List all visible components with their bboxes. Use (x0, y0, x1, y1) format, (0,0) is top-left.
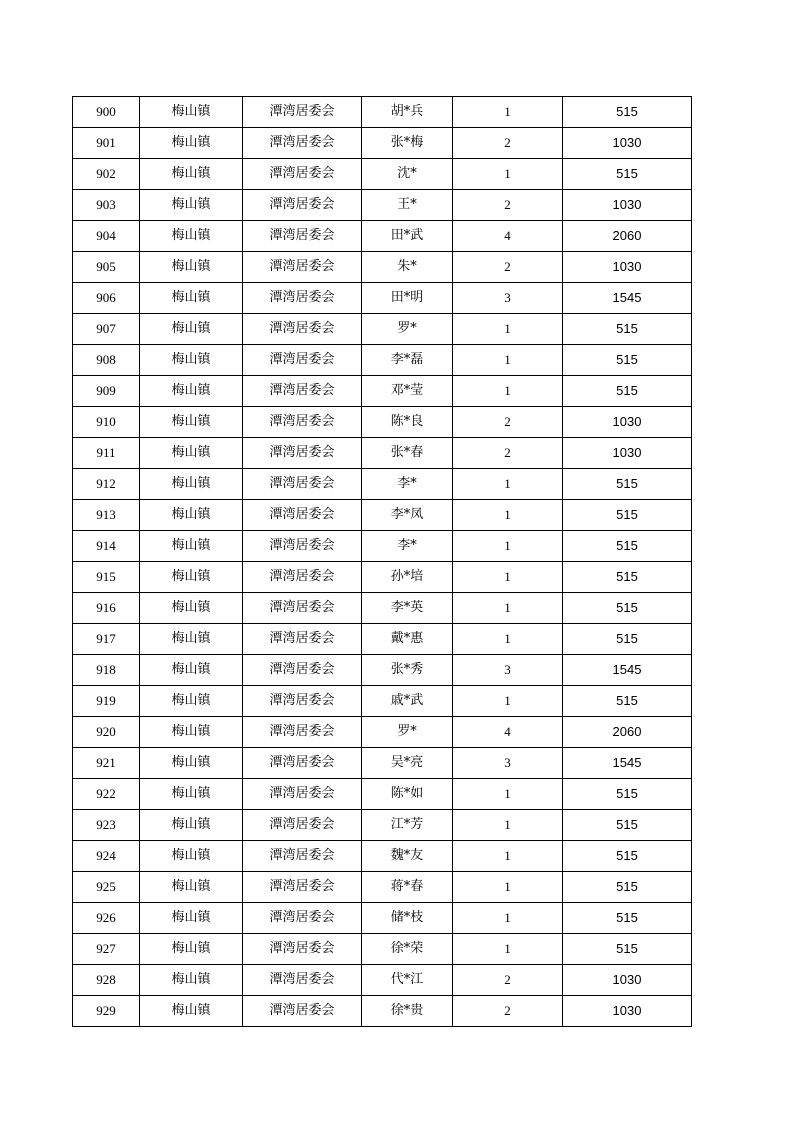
serial-number-cell: 917 (73, 624, 140, 655)
town-cell: 梅山镇 (140, 252, 243, 283)
town-cell: 梅山镇 (140, 500, 243, 531)
committee-cell: 潭湾居委会 (243, 438, 362, 469)
household-count-cell: 2 (453, 252, 563, 283)
town-cell: 梅山镇 (140, 531, 243, 562)
amount-cell: 1545 (563, 748, 692, 779)
town-cell: 梅山镇 (140, 686, 243, 717)
serial-number-cell: 916 (73, 593, 140, 624)
person-name-cell: 陈*如 (362, 779, 453, 810)
serial-number-cell: 925 (73, 872, 140, 903)
person-name-cell: 李* (362, 531, 453, 562)
serial-number-cell: 926 (73, 903, 140, 934)
town-cell: 梅山镇 (140, 903, 243, 934)
table-row (73, 593, 692, 624)
serial-number-cell: 907 (73, 314, 140, 345)
table-row (73, 686, 692, 717)
table-row (73, 500, 692, 531)
person-name-cell: 罗* (362, 717, 453, 748)
amount-cell: 515 (563, 624, 692, 655)
serial-number-cell: 904 (73, 221, 140, 252)
household-count-cell: 1 (453, 159, 563, 190)
committee-cell: 潭湾居委会 (243, 221, 362, 252)
committee-cell: 潭湾居委会 (243, 593, 362, 624)
committee-cell: 潭湾居委会 (243, 841, 362, 872)
committee-cell: 潭湾居委会 (243, 407, 362, 438)
household-count-cell: 1 (453, 314, 563, 345)
amount-cell: 515 (563, 531, 692, 562)
committee-cell: 潭湾居委会 (243, 872, 362, 903)
amount-cell: 1545 (563, 655, 692, 686)
person-name-cell: 孙*培 (362, 562, 453, 593)
committee-cell: 潭湾居委会 (243, 624, 362, 655)
household-count-cell: 2 (453, 438, 563, 469)
town-cell: 梅山镇 (140, 779, 243, 810)
table-row (73, 624, 692, 655)
person-name-cell: 罗* (362, 314, 453, 345)
household-count-cell: 3 (453, 655, 563, 686)
household-count-cell: 3 (453, 748, 563, 779)
table-row (73, 97, 692, 128)
serial-number-cell: 906 (73, 283, 140, 314)
serial-number-cell: 923 (73, 810, 140, 841)
serial-number-cell: 922 (73, 779, 140, 810)
person-name-cell: 吴*亮 (362, 748, 453, 779)
committee-cell: 潭湾居委会 (243, 314, 362, 345)
town-cell: 梅山镇 (140, 469, 243, 500)
household-count-cell: 1 (453, 810, 563, 841)
serial-number-cell: 912 (73, 469, 140, 500)
amount-cell: 515 (563, 686, 692, 717)
serial-number-cell: 920 (73, 717, 140, 748)
serial-number-cell: 914 (73, 531, 140, 562)
amount-cell: 515 (563, 903, 692, 934)
amount-cell: 515 (563, 562, 692, 593)
committee-cell: 潭湾居委会 (243, 748, 362, 779)
household-count-cell: 3 (453, 283, 563, 314)
committee-cell: 潭湾居委会 (243, 779, 362, 810)
person-name-cell: 张*秀 (362, 655, 453, 686)
table-row (73, 128, 692, 159)
amount-cell: 515 (563, 872, 692, 903)
serial-number-cell: 910 (73, 407, 140, 438)
table-row (73, 252, 692, 283)
table-row (73, 903, 692, 934)
amount-cell: 1030 (563, 965, 692, 996)
table-row (73, 159, 692, 190)
table-row (73, 283, 692, 314)
serial-number-cell: 915 (73, 562, 140, 593)
town-cell: 梅山镇 (140, 314, 243, 345)
person-name-cell: 王* (362, 190, 453, 221)
committee-cell: 潭湾居委会 (243, 128, 362, 159)
serial-number-cell: 913 (73, 500, 140, 531)
serial-number-cell: 911 (73, 438, 140, 469)
person-name-cell: 田*明 (362, 283, 453, 314)
committee-cell: 潭湾居委会 (243, 810, 362, 841)
amount-cell: 1030 (563, 438, 692, 469)
table-row (73, 717, 692, 748)
town-cell: 梅山镇 (140, 748, 243, 779)
person-name-cell: 储*枝 (362, 903, 453, 934)
serial-number-cell: 905 (73, 252, 140, 283)
serial-number-cell: 919 (73, 686, 140, 717)
household-count-cell: 1 (453, 593, 563, 624)
town-cell: 梅山镇 (140, 97, 243, 128)
committee-cell: 潭湾居委会 (243, 562, 362, 593)
town-cell: 梅山镇 (140, 376, 243, 407)
town-cell: 梅山镇 (140, 159, 243, 190)
table-row (73, 376, 692, 407)
table-row (73, 438, 692, 469)
committee-cell: 潭湾居委会 (243, 717, 362, 748)
household-count-cell: 2 (453, 965, 563, 996)
table-row (73, 407, 692, 438)
town-cell: 梅山镇 (140, 221, 243, 252)
serial-number-cell: 908 (73, 345, 140, 376)
committee-cell: 潭湾居委会 (243, 996, 362, 1027)
household-count-cell: 1 (453, 531, 563, 562)
table-row (73, 655, 692, 686)
person-name-cell: 李*凤 (362, 500, 453, 531)
amount-cell: 1030 (563, 996, 692, 1027)
person-name-cell: 朱* (362, 252, 453, 283)
amount-cell: 515 (563, 934, 692, 965)
serial-number-cell: 900 (73, 97, 140, 128)
town-cell: 梅山镇 (140, 655, 243, 686)
person-name-cell: 徐*贵 (362, 996, 453, 1027)
committee-cell: 潭湾居委会 (243, 531, 362, 562)
table-row (73, 190, 692, 221)
serial-number-cell: 929 (73, 996, 140, 1027)
town-cell: 梅山镇 (140, 965, 243, 996)
household-count-cell: 1 (453, 469, 563, 500)
household-count-cell: 2 (453, 128, 563, 159)
table-row (73, 531, 692, 562)
person-name-cell: 李* (362, 469, 453, 500)
household-count-cell: 1 (453, 345, 563, 376)
household-count-cell: 2 (453, 407, 563, 438)
person-name-cell: 蒋*春 (362, 872, 453, 903)
town-cell: 梅山镇 (140, 128, 243, 159)
person-name-cell: 邓*莹 (362, 376, 453, 407)
person-name-cell: 胡*兵 (362, 97, 453, 128)
serial-number-cell: 903 (73, 190, 140, 221)
amount-cell: 515 (563, 376, 692, 407)
town-cell: 梅山镇 (140, 717, 243, 748)
household-count-cell: 4 (453, 221, 563, 252)
table-row (73, 562, 692, 593)
table-row (73, 841, 692, 872)
amount-cell: 1030 (563, 190, 692, 221)
committee-cell: 潭湾居委会 (243, 469, 362, 500)
town-cell: 梅山镇 (140, 810, 243, 841)
amount-cell: 515 (563, 779, 692, 810)
serial-number-cell: 902 (73, 159, 140, 190)
town-cell: 梅山镇 (140, 562, 243, 593)
amount-cell: 515 (563, 841, 692, 872)
person-name-cell: 代*江 (362, 965, 453, 996)
household-count-cell: 2 (453, 996, 563, 1027)
serial-number-cell: 924 (73, 841, 140, 872)
household-count-cell: 1 (453, 934, 563, 965)
serial-number-cell: 909 (73, 376, 140, 407)
person-name-cell: 李*英 (362, 593, 453, 624)
table-row (73, 996, 692, 1027)
committee-cell: 潭湾居委会 (243, 500, 362, 531)
person-name-cell: 张*梅 (362, 128, 453, 159)
amount-cell: 515 (563, 97, 692, 128)
household-count-cell: 1 (453, 376, 563, 407)
town-cell: 梅山镇 (140, 624, 243, 655)
person-name-cell: 田*武 (362, 221, 453, 252)
amount-cell: 515 (563, 593, 692, 624)
table-row (73, 934, 692, 965)
person-name-cell: 陈*良 (362, 407, 453, 438)
town-cell: 梅山镇 (140, 841, 243, 872)
person-name-cell: 徐*荣 (362, 934, 453, 965)
amount-cell: 2060 (563, 221, 692, 252)
town-cell: 梅山镇 (140, 593, 243, 624)
committee-cell: 潭湾居委会 (243, 190, 362, 221)
person-name-cell: 张*春 (362, 438, 453, 469)
serial-number-cell: 928 (73, 965, 140, 996)
committee-cell: 潭湾居委会 (243, 97, 362, 128)
committee-cell: 潭湾居委会 (243, 252, 362, 283)
town-cell: 梅山镇 (140, 438, 243, 469)
table-row (73, 345, 692, 376)
amount-cell: 515 (563, 314, 692, 345)
household-count-cell: 1 (453, 97, 563, 128)
town-cell: 梅山镇 (140, 934, 243, 965)
amount-cell: 1030 (563, 407, 692, 438)
serial-number-cell: 921 (73, 748, 140, 779)
table-body (73, 97, 692, 1027)
town-cell: 梅山镇 (140, 872, 243, 903)
amount-cell: 1030 (563, 252, 692, 283)
amount-cell: 515 (563, 159, 692, 190)
person-name-cell: 江*芳 (362, 810, 453, 841)
household-count-cell: 1 (453, 500, 563, 531)
household-count-cell: 1 (453, 624, 563, 655)
committee-cell: 潭湾居委会 (243, 965, 362, 996)
committee-cell: 潭湾居委会 (243, 159, 362, 190)
table-container (72, 96, 692, 1027)
household-count-cell: 1 (453, 779, 563, 810)
table-row (73, 779, 692, 810)
amount-cell: 1545 (563, 283, 692, 314)
household-count-cell: 1 (453, 686, 563, 717)
amount-cell: 515 (563, 500, 692, 531)
table-row (73, 469, 692, 500)
person-name-cell: 戚*武 (362, 686, 453, 717)
table-row (73, 314, 692, 345)
committee-cell: 潭湾居委会 (243, 934, 362, 965)
table-row (73, 965, 692, 996)
household-count-cell: 1 (453, 872, 563, 903)
amount-cell: 1030 (563, 128, 692, 159)
household-count-cell: 1 (453, 562, 563, 593)
household-count-cell: 1 (453, 903, 563, 934)
committee-cell: 潭湾居委会 (243, 655, 362, 686)
table-row (73, 221, 692, 252)
committee-cell: 潭湾居委会 (243, 345, 362, 376)
serial-number-cell: 927 (73, 934, 140, 965)
committee-cell: 潭湾居委会 (243, 686, 362, 717)
town-cell: 梅山镇 (140, 345, 243, 376)
household-count-cell: 4 (453, 717, 563, 748)
allowance-table (72, 96, 692, 1027)
amount-cell: 2060 (563, 717, 692, 748)
amount-cell: 515 (563, 469, 692, 500)
amount-cell: 515 (563, 345, 692, 376)
household-count-cell: 1 (453, 841, 563, 872)
person-name-cell: 沈* (362, 159, 453, 190)
person-name-cell: 戴*惠 (362, 624, 453, 655)
table-row (73, 872, 692, 903)
table-row (73, 810, 692, 841)
town-cell: 梅山镇 (140, 283, 243, 314)
table-row (73, 748, 692, 779)
town-cell: 梅山镇 (140, 407, 243, 438)
committee-cell: 潭湾居委会 (243, 283, 362, 314)
serial-number-cell: 918 (73, 655, 140, 686)
committee-cell: 潭湾居委会 (243, 376, 362, 407)
town-cell: 梅山镇 (140, 190, 243, 221)
person-name-cell: 魏*友 (362, 841, 453, 872)
serial-number-cell: 901 (73, 128, 140, 159)
town-cell: 梅山镇 (140, 996, 243, 1027)
household-count-cell: 2 (453, 190, 563, 221)
committee-cell: 潭湾居委会 (243, 903, 362, 934)
amount-cell: 515 (563, 810, 692, 841)
person-name-cell: 李*磊 (362, 345, 453, 376)
